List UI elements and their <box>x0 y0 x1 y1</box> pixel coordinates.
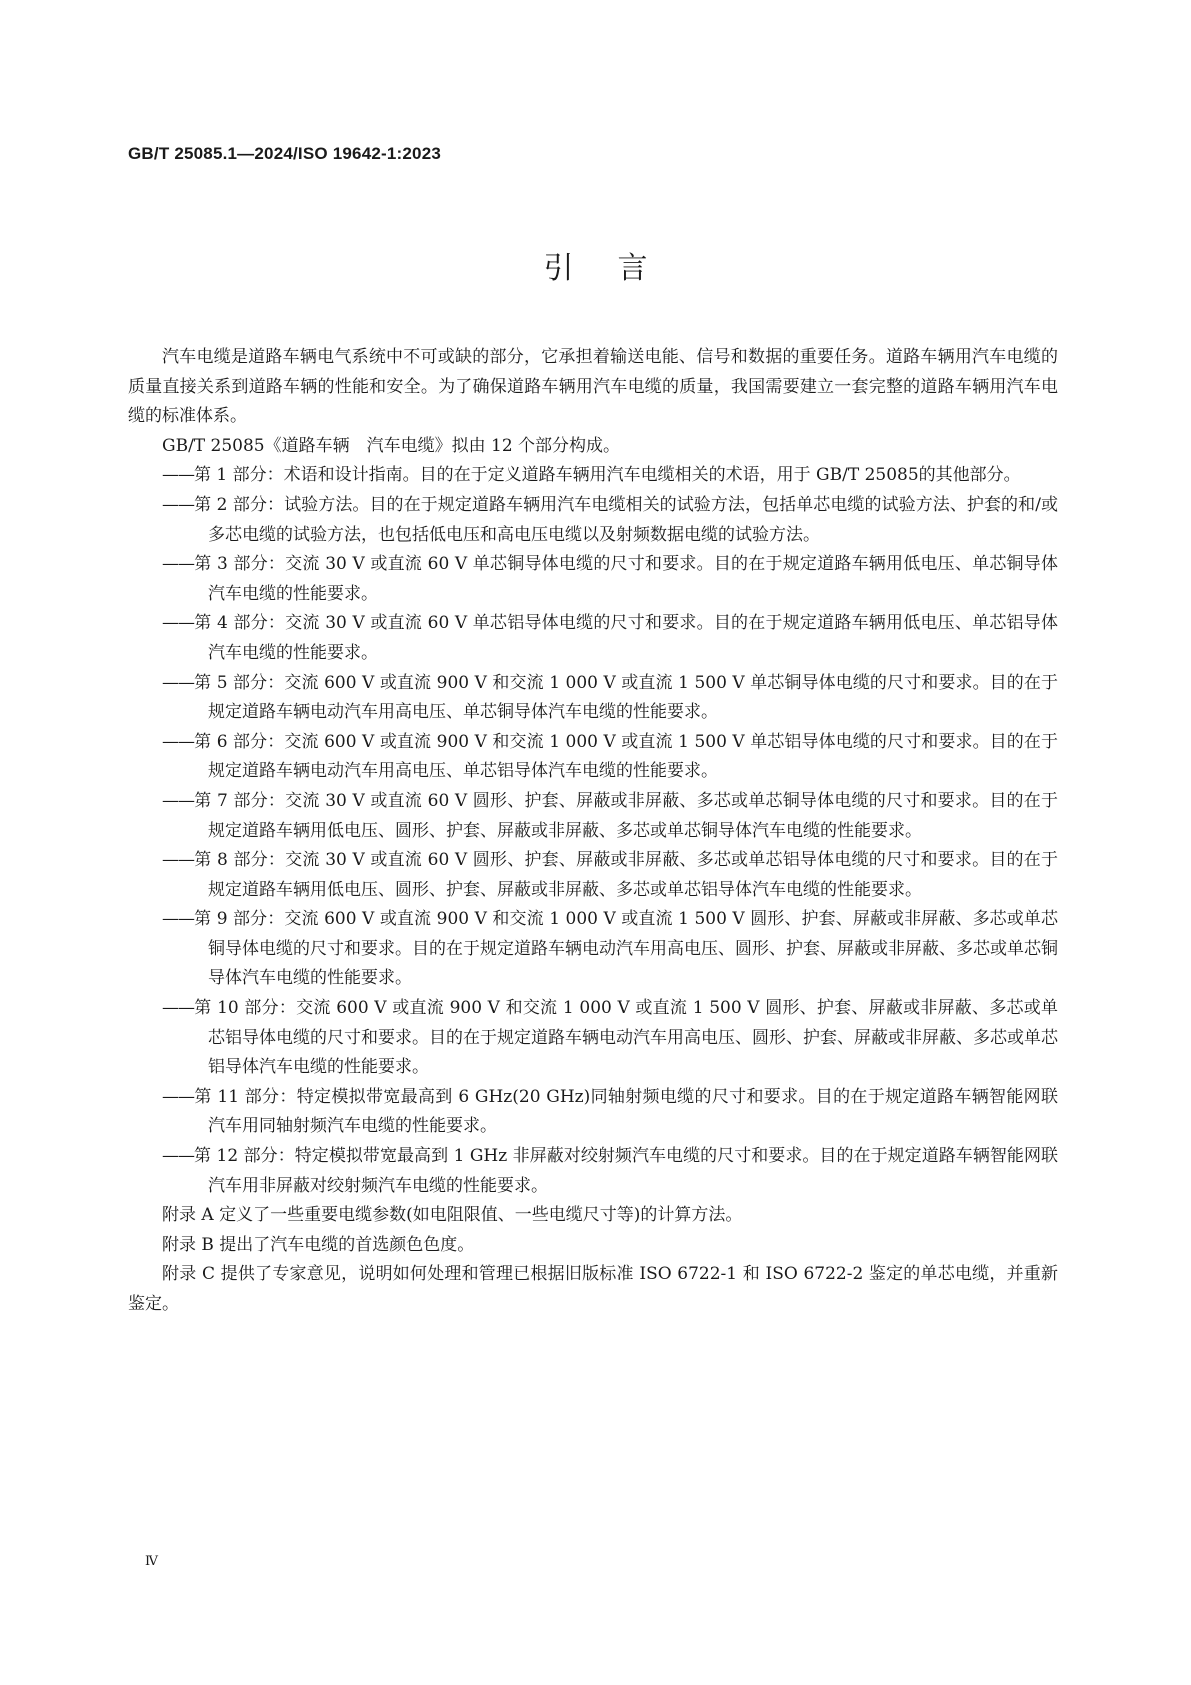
list-item-text: 第 4 部分：交流 30 V 或直流 60 V 单芯铝导体电缆的尺寸和要求。目的在于规定道路车辆用低电压、单芯铝导体汽车电缆的性能要求。 <box>194 613 1058 663</box>
list-dash: —— <box>162 613 194 634</box>
list-item-text: 第 2 部分：试验方法。目的在于规定道路车辆用汽车电缆相关的试验方法，包括单芯电缆的试验方法、护套的和/或多芯电缆的试验方法，也包括低电压和高电压电缆以及射频数据电缆的试验方法。 <box>194 494 1058 545</box>
list-dash: —— <box>162 672 194 693</box>
list-item <box>128 609 1058 668</box>
list-item <box>128 1142 1058 1201</box>
list-item <box>128 461 1058 491</box>
list-dash: —— <box>162 1086 194 1107</box>
annex-b-paragraph: 附录 B 提出了汽车电缆的首选颜色色度。 <box>162 1234 475 1255</box>
list-dash: —— <box>162 998 194 1019</box>
page-number: Ⅳ <box>145 1554 158 1569</box>
list-item <box>128 994 1058 1083</box>
list-dash: —— <box>162 554 194 575</box>
list-item-text: 第 11 部分：特定模拟带宽最高到 6 GHz(20 GHz)同轴射频电缆的尺寸和要求。目的在于规定道路车辆智能网联汽车用同轴射频汽车电缆的性能要求。 <box>194 1086 1058 1137</box>
list-item-text: 第 10 部分：交流 600 V 或直流 900 V 和交流 1 000 V 或直流 1 500 V 圆形、护套、屏蔽或非屏蔽、多芯或单芯铝导体电缆的尺寸和要求。目的在于规定道路车辆电动汽车用高电压、圆形、护套、屏蔽或非屏蔽、多芯或单芯铝导体汽车电缆的性能要求。 <box>194 998 1058 1078</box>
list-item <box>128 491 1058 550</box>
list-dash: —— <box>162 790 194 811</box>
list-item-text: 第 7 部分：交流 30 V 或直流 60 V 圆形、护套、屏蔽或非屏蔽、多芯或单芯铜导体电缆的尺寸和要求。目的在于规定道路车辆用低电压、圆形、护套、屏蔽或非屏蔽、多芯或单芯铜导体汽车电缆的性能要求。 <box>194 790 1058 841</box>
list-item <box>128 905 1058 994</box>
list-dash: —— <box>162 1146 194 1167</box>
list-item <box>128 728 1058 787</box>
list-item-text: 第 9 部分：交流 600 V 或直流 900 V 和交流 1 000 V 或直流 1 500 V 圆形、护套、屏蔽或非屏蔽、多芯或单芯铜导体电缆的尺寸和要求。目的在于规定道路车辆电动汽车用高电压、圆形、护套、屏蔽或非屏蔽、多芯或单芯铜导体汽车电缆的性能要求。 <box>194 909 1058 989</box>
list-dash: —— <box>162 850 194 871</box>
list-item-text: 第 12 部分：特定模拟带宽最高到 1 GHz 非屏蔽对绞射频汽车电缆的尺寸和要求。目的在于规定道路车辆智能网联汽车用非屏蔽对绞射频汽车电缆的性能要求。 <box>194 1146 1058 1196</box>
list-item <box>128 550 1058 609</box>
list-dash: —— <box>162 494 194 515</box>
intro-paragraph: 汽车电缆是道路车辆电气系统中不可或缺的部分，它承担着输送电能、信号和数据的重要任务。道路车辆用汽车电缆的质量直接关系到道路车辆的性能和安全。为了确保道路车辆用汽车电缆的质量，我国需要建立一套完整的道路车辆用汽车电缆的标准体系。 <box>128 347 1058 427</box>
annex-c-paragraph: 附录 C 提供了专家意见，说明如何处理和管理已根据旧版标准 ISO 6722-1 和 ISO 6722-2 鉴定的单芯电缆，并重新鉴定。 <box>128 1264 1058 1314</box>
list-item <box>128 1083 1058 1142</box>
list-item <box>128 669 1058 728</box>
document-body <box>128 343 1058 1320</box>
annex-a-paragraph: 附录 A 定义了一些重要电缆参数(如电阻限值、一些电缆尺寸等)的计算方法。 <box>162 1205 743 1226</box>
list-dash: —— <box>162 731 194 752</box>
list-item <box>128 846 1058 905</box>
list-item-text: 第 3 部分：交流 30 V 或直流 60 V 单芯铜导体电缆的尺寸和要求。目的在于规定道路车辆用低电压、单芯铜导体汽车电缆的性能要求。 <box>194 554 1058 604</box>
page-title: 引言 <box>543 251 692 286</box>
list-dash: —— <box>162 909 194 930</box>
list-item <box>128 787 1058 846</box>
list-dash: —— <box>162 465 194 486</box>
list-item-text: 第 8 部分：交流 30 V 或直流 60 V 圆形、护套、屏蔽或非屏蔽、多芯或单芯铝导体电缆的尺寸和要求。目的在于规定道路车辆用低电压、圆形、护套、屏蔽或非屏蔽、多芯或单芯铝导体汽车电缆的性能要求。 <box>194 850 1058 900</box>
list-item-text: 第 5 部分：交流 600 V 或直流 900 V 和交流 1 000 V 或直流 1 500 V 单芯铜导体电缆的尺寸和要求。目的在于规定道路车辆电动汽车用高电压、单芯铜导体汽车电缆的性能要求。 <box>194 672 1058 723</box>
list-item-text: 第 6 部分：交流 600 V 或直流 900 V 和交流 1 000 V 或直流 1 500 V 单芯铝导体电缆的尺寸和要求。目的在于规定道路车辆电动汽车用高电压、单芯铝导体汽车电缆的性能要求。 <box>194 731 1058 782</box>
structure-paragraph: GB/T 25085《道路车辆 汽车电缆》拟由 12 个部分构成。 <box>162 435 621 456</box>
standard-code-header: GB/T 25085.1—2024/ISO 19642-1:2023 <box>128 144 441 163</box>
list-item-text: 第 1 部分：术语和设计指南。目的在于定义道路车辆用汽车电缆相关的术语，用于 GB/T 25085的其他部分。 <box>194 465 1021 486</box>
